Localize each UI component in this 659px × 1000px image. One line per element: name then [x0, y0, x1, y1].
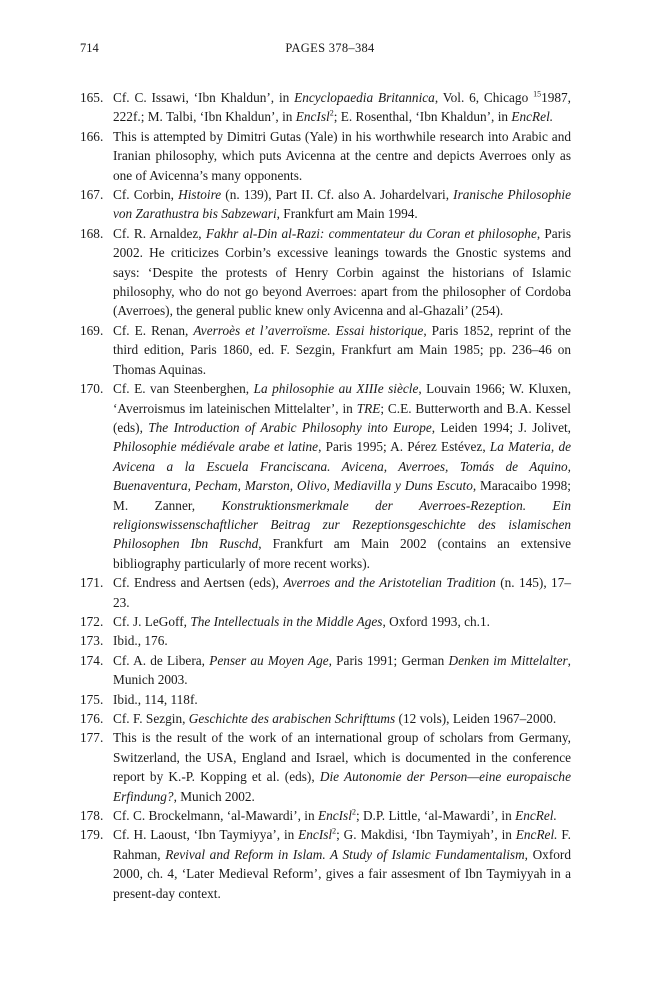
italic-title: The Introduction of Arabic Philosophy into Europe	[148, 419, 432, 435]
italic-title: EncIsl	[295, 109, 330, 125]
italic-title: EncRel.	[515, 808, 557, 824]
text-run: Cf. E. Renan,	[113, 322, 194, 338]
superscript: 2	[351, 807, 356, 817]
text-run: , Frankfurt am Main 1994.	[276, 206, 418, 222]
page-header	[80, 41, 580, 59]
italic-title: Penser au Moyen Age	[209, 652, 329, 668]
endnote-number: 179.	[80, 827, 104, 843]
endnote	[80, 127, 571, 185]
italic-title: Philosophie médiévale arabe et latine	[113, 439, 319, 455]
endnote	[80, 379, 571, 573]
endnote	[80, 612, 571, 631]
endnote	[80, 631, 571, 650]
endnote-number: 167.	[80, 187, 104, 203]
italic-title: EncIsl	[298, 827, 333, 843]
text-run: , Paris 1995; A. Pérez Estévez,	[318, 439, 490, 455]
text-run: (n. 139), Part II. Cf. also A. Johardelvari,	[221, 187, 454, 203]
text-run: (n. 145), 17–23.	[113, 575, 571, 610]
endnote-number: 168.	[80, 225, 104, 241]
endnote-text	[113, 185, 571, 224]
endnote-text	[113, 631, 571, 650]
text-run: , Munich 2002.	[173, 788, 255, 804]
endnote	[80, 806, 571, 825]
italic-title: The Intellectuals in the Middle Ages	[190, 613, 383, 629]
superscript: 2	[329, 108, 334, 118]
italic-title: Denken im Mittelalter	[448, 652, 568, 668]
endnote-number: 176.	[80, 711, 104, 726]
running-head: PAGES 378–384	[285, 41, 375, 55]
endnote-number: 166.	[80, 128, 104, 144]
endnote	[80, 321, 571, 379]
endnote	[80, 690, 571, 709]
text-run: , Maracaibo 1998; M. Zanner,	[113, 478, 571, 513]
text-run: Ibid., 176.	[113, 633, 168, 649]
text-run: This is the result of the work of an international group of scholars from Germany, Switzerland, the USA, England and Israel, which is documented in the conference report by K.-P. Kopping et al. (eds),	[113, 730, 571, 785]
endnote-number: 178.	[80, 808, 104, 824]
endnote-text	[113, 728, 571, 806]
italic-title: EncRel.	[511, 109, 554, 125]
endnote-text	[113, 825, 571, 903]
text-run: ; E. Rosenthal, ‘Ibn Khaldun’, in	[333, 109, 512, 125]
endnote-text	[113, 573, 571, 612]
endnote-number: 172.	[80, 613, 104, 629]
italic-title: La Materia, de Avicena a la Escuela Franciscana. Avicena, Averroes, Tomás de Aquino, Buenaventura, Pecham, Marston, Olivo, Mediavilla y Duns Escuto	[113, 439, 572, 494]
italic-title: Iranische Philosophie von Zarathustra bis Sabzewari	[113, 187, 571, 222]
endnote-text	[113, 379, 571, 573]
text-run: , Paris 2002. He criticizes Corbin’s excessive leanings towards the Gnostic systems and says: ‘Despite the protests of Henry Corbin against the historians of Islamic philosophy, who do not go beyond Averroes: apart from the philosopher of Cordoba (Averroes), the general public knew only Avicenna and al-Ghazali’ (254).	[113, 225, 571, 319]
text-run: Ibid., 114, 118f.	[113, 691, 198, 707]
text-run: , Frankfurt am Main 2002 (contains an extensive bibliography particularly of more recent works).	[113, 536, 571, 571]
endnote	[80, 573, 571, 612]
italic-title: Encyclopaedia Britannica	[294, 90, 435, 105]
endnote	[80, 825, 571, 903]
text-run: F. Rahman,	[113, 827, 571, 862]
text-run: ; C.E. Butterworth and B.A. Kessel (eds),	[113, 400, 571, 435]
endnote-number: 175.	[80, 691, 104, 707]
italic-title: Die Autonomie der Person—eine europaische Erfindung?	[113, 769, 571, 804]
italic-title: Geschichte des arabischen Schrifttums	[188, 711, 396, 726]
endnote-number: 174.	[80, 652, 104, 668]
text-run: , Louvain 1966; W. Kluxen, ‘Averroismus im lateinischen Mittelalter’, in	[113, 381, 572, 416]
page-number: 714	[80, 41, 99, 55]
endnote	[80, 88, 571, 127]
text-run: Cf. Corbin,	[113, 187, 179, 203]
italic-title: Averroes and the Aristotelian Tradition	[283, 575, 496, 591]
endnote-text	[113, 806, 571, 825]
text-run: Cf. H. Laoust, ‘Ibn Taymiyya’, in	[113, 827, 299, 843]
endnote	[80, 709, 571, 728]
endnote	[80, 728, 571, 806]
text-run: ; G. Makdisi, ‘Ibn Taymiyah’, in	[336, 827, 516, 843]
text-run: , Oxford 2000, ch. 4, ‘Later Medieval Reform’, gives a fair assesment of Ibn Taymiyyah in a present-day context.	[113, 846, 571, 901]
endnote-text	[113, 651, 571, 690]
italic-title: EncRel.	[515, 827, 558, 843]
text-run: , Leiden 1994; J. Jolivet,	[431, 419, 572, 435]
italic-title: EncIsl	[317, 808, 352, 824]
text-run: Cf. J. LeGoff,	[113, 613, 191, 629]
endnote-text	[113, 612, 571, 631]
text-run: Cf. A. de Libera,	[113, 652, 210, 668]
endnote-number: 173.	[80, 633, 104, 649]
text-run: , Oxford 1993, ch.1.	[382, 613, 490, 629]
italic-title: Konstruktionsmerkmale der Averroes-Rezeption. Ein religionswissenschaftlicher Beitrag zur Rezeptionsgeschichte des islamischen Philosophen Ibn Ruschd	[113, 497, 571, 552]
text-run: , Vol. 6, Chicago	[434, 90, 534, 105]
superscript: 15	[533, 89, 542, 99]
text-run: Cf. C. Brockelmann, ‘al-Mawardi’, in	[113, 808, 318, 824]
endnote-text	[113, 88, 571, 127]
italic-title: TRE	[356, 400, 381, 416]
italic-title: Averroès et l’averroïsme. Essai historique	[193, 322, 424, 338]
text-run: Cf. C. Issawi, ‘Ibn Khaldun’, in	[113, 90, 295, 105]
endnote-number: 171.	[80, 575, 104, 591]
text-run: This is attempted by Dimitri Gutas (Yale) in his worthwhile research into Arabic and Iranian philosophy, which puts Avicenna at the centre and depicts Averroes only as one of Avicenna’s many opponents.	[113, 128, 571, 183]
endnote-number: 169.	[80, 322, 104, 338]
endnote	[80, 185, 571, 224]
text-run: 1987, 222f.; M. Talbi, ‘Ibn Khaldun’, in	[113, 90, 571, 125]
text-run: , Paris 1852, reprint of the third edition, Paris 1860, ed. F. Sezgin, Frankfurt am Main 1985; pp. 236–46 on Thomas Aquinas.	[113, 322, 571, 377]
text-run: (12 vols), Leiden 1967–2000.	[395, 711, 557, 726]
text-run: , Paris 1991; German	[328, 652, 449, 668]
endnote-number: 170.	[80, 381, 104, 397]
endnote-number: 165.	[80, 90, 104, 105]
text-run: , Munich 2003.	[113, 652, 571, 688]
superscript: 2	[332, 827, 337, 837]
endnotes-list	[80, 88, 571, 903]
text-run: Cf. E. van Steenberghen,	[113, 381, 254, 397]
endnote-number: 177.	[80, 730, 104, 746]
text-run: Cf. Endress and Aertsen (eds),	[113, 575, 284, 591]
endnote-text	[113, 224, 571, 321]
italic-title: Fakhr al-Din al-Razi: commentateur du Coran et philosophe	[205, 225, 537, 241]
italic-title: Revival and Reform in Islam. A Study of Islamic Fundamentalism	[165, 846, 525, 862]
text-run: ; D.P. Little, ‘al-Mawardi’, in	[355, 808, 516, 824]
italic-title: La philosophie au XIIIe siècle	[253, 381, 419, 397]
endnote-text	[113, 709, 571, 728]
endnote-text	[113, 321, 571, 379]
text-run: Cf. R. Arnaldez,	[113, 225, 206, 241]
endnote	[80, 224, 571, 321]
italic-title: Histoire	[178, 187, 222, 203]
endnote-text	[113, 690, 571, 709]
endnote-text	[113, 127, 571, 185]
text-run: Cf. F. Sezgin,	[113, 711, 189, 726]
endnote	[80, 651, 571, 690]
